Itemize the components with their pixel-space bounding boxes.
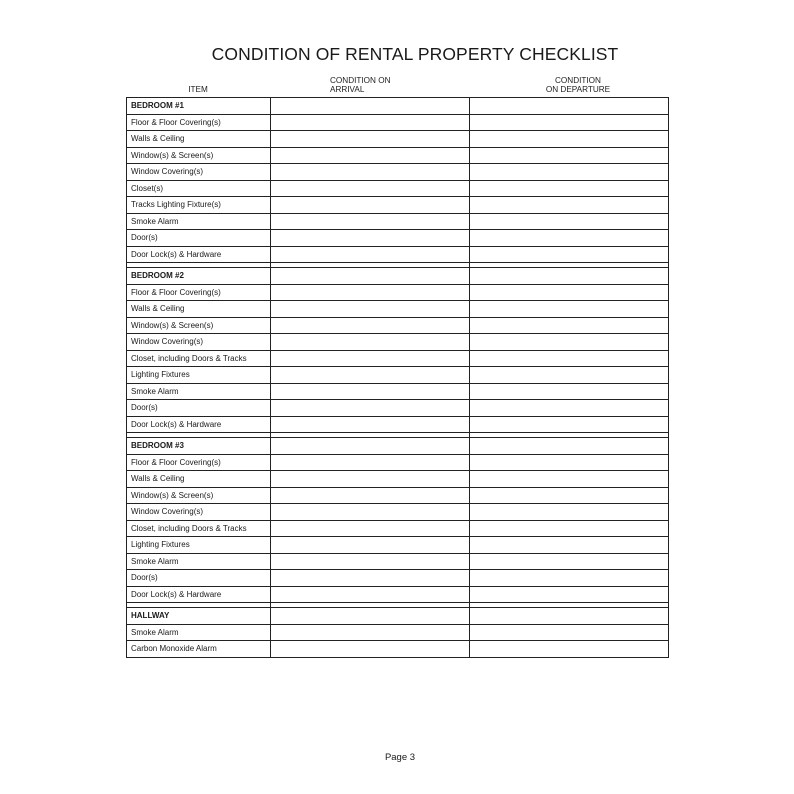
table-row (127, 553, 669, 570)
item-label: Smoke Alarm (127, 213, 271, 230)
table-row (127, 350, 669, 367)
departure-cell[interactable] (470, 284, 669, 301)
arrival-cell[interactable] (271, 586, 470, 603)
departure-cell[interactable] (470, 504, 669, 521)
arrival-cell[interactable] (271, 350, 470, 367)
column-header-departure-line2: ON DEPARTURE (545, 84, 611, 94)
column-header-departure (528, 77, 628, 94)
item-label: Closet, including Doors & Tracks (127, 520, 271, 537)
arrival-cell[interactable] (271, 487, 470, 504)
departure-cell[interactable] (470, 383, 669, 400)
item-label: Floor & Floor Covering(s) (127, 284, 271, 301)
item-label: Door(s) (127, 230, 271, 247)
arrival-cell[interactable] (271, 400, 470, 417)
departure-cell[interactable] (470, 416, 669, 433)
item-label: Floor & Floor Covering(s) (127, 454, 271, 471)
table-row (127, 284, 669, 301)
departure-cell[interactable] (470, 164, 669, 181)
departure-cell[interactable] (470, 608, 669, 625)
column-header-arrival-line1: CONDITION ON (330, 76, 391, 85)
departure-cell[interactable] (470, 641, 669, 658)
item-label: Window Covering(s) (127, 164, 271, 181)
departure-cell[interactable] (470, 537, 669, 554)
item-label: Lighting Fixtures (127, 367, 271, 384)
section-title: HALLWAY (127, 608, 271, 625)
arrival-cell[interactable] (271, 520, 470, 537)
departure-cell[interactable] (470, 520, 669, 537)
departure-cell[interactable] (470, 317, 669, 334)
arrival-cell[interactable] (271, 438, 470, 455)
table-row (127, 334, 669, 351)
item-label: Carbon Monoxide Alarm (127, 641, 271, 658)
arrival-cell[interactable] (271, 367, 470, 384)
arrival-cell[interactable] (271, 268, 470, 285)
table-row (127, 520, 669, 537)
arrival-cell[interactable] (271, 416, 470, 433)
arrival-cell[interactable] (271, 246, 470, 263)
arrival-cell[interactable] (271, 147, 470, 164)
arrival-cell[interactable] (271, 114, 470, 131)
table-row (127, 301, 669, 318)
departure-cell[interactable] (470, 197, 669, 214)
item-label: Walls & Ceiling (127, 471, 271, 488)
table-row (127, 383, 669, 400)
item-label: Door Lock(s) & Hardware (127, 586, 271, 603)
item-label: Door Lock(s) & Hardware (127, 246, 271, 263)
item-label: Window(s) & Screen(s) (127, 147, 271, 164)
arrival-cell[interactable] (271, 301, 470, 318)
departure-cell[interactable] (470, 246, 669, 263)
arrival-cell[interactable] (271, 383, 470, 400)
departure-cell[interactable] (470, 301, 669, 318)
table-row (127, 164, 669, 181)
item-label: Tracks Lighting Fixture(s) (127, 197, 271, 214)
table-row (127, 317, 669, 334)
arrival-cell[interactable] (271, 131, 470, 148)
arrival-cell[interactable] (271, 608, 470, 625)
section-row (127, 608, 669, 625)
arrival-cell[interactable] (271, 197, 470, 214)
table-row (127, 147, 669, 164)
item-label: Smoke Alarm (127, 383, 271, 400)
item-label: Walls & Ceiling (127, 131, 271, 148)
item-label: Window Covering(s) (127, 504, 271, 521)
departure-cell[interactable] (470, 114, 669, 131)
item-label: Door Lock(s) & Hardware (127, 416, 271, 433)
item-label: Smoke Alarm (127, 624, 271, 641)
departure-cell[interactable] (470, 230, 669, 247)
departure-cell[interactable] (470, 367, 669, 384)
table-row (127, 197, 669, 214)
table-row (127, 400, 669, 417)
departure-cell[interactable] (470, 438, 669, 455)
departure-cell[interactable] (470, 454, 669, 471)
departure-cell[interactable] (470, 487, 669, 504)
departure-cell[interactable] (470, 471, 669, 488)
departure-cell[interactable] (470, 553, 669, 570)
table-row (127, 246, 669, 263)
arrival-cell[interactable] (271, 284, 470, 301)
departure-cell[interactable] (470, 334, 669, 351)
departure-cell[interactable] (470, 570, 669, 587)
table-row (127, 367, 669, 384)
table-row (127, 641, 669, 658)
table-row (127, 471, 669, 488)
departure-cell[interactable] (470, 131, 669, 148)
table-row (127, 454, 669, 471)
departure-cell[interactable] (470, 400, 669, 417)
page-title: CONDITION OF RENTAL PROPERTY CHECKLIST (211, 44, 619, 64)
departure-cell[interactable] (470, 213, 669, 230)
departure-cell[interactable] (470, 98, 669, 115)
table-row (127, 570, 669, 587)
item-label: Smoke Alarm (127, 553, 271, 570)
departure-cell[interactable] (470, 624, 669, 641)
arrival-cell[interactable] (271, 504, 470, 521)
checklist-table (126, 97, 669, 658)
arrival-cell[interactable] (271, 98, 470, 115)
arrival-cell[interactable] (271, 570, 470, 587)
table-row (127, 114, 669, 131)
table-row (127, 586, 669, 603)
section-title: BEDROOM #3 (127, 438, 271, 455)
section-title: BEDROOM #1 (127, 98, 271, 115)
table-row (127, 487, 669, 504)
section-title: BEDROOM #2 (127, 268, 271, 285)
arrival-cell[interactable] (271, 164, 470, 181)
column-header-departure-line1: CONDITION (555, 76, 601, 85)
section-row (127, 268, 669, 285)
item-label: Closet, including Doors & Tracks (127, 350, 271, 367)
item-label: Door(s) (127, 400, 271, 417)
table-row (127, 624, 669, 641)
table-row (127, 131, 669, 148)
arrival-cell[interactable] (271, 471, 470, 488)
arrival-cell[interactable] (271, 334, 470, 351)
arrival-cell[interactable] (271, 180, 470, 197)
departure-cell[interactable] (470, 268, 669, 285)
item-label: Window(s) & Screen(s) (127, 487, 271, 504)
departure-cell[interactable] (470, 180, 669, 197)
table-row (127, 416, 669, 433)
item-label: Lighting Fixtures (127, 537, 271, 554)
section-row (127, 438, 669, 455)
departure-cell[interactable] (470, 350, 669, 367)
departure-cell[interactable] (470, 586, 669, 603)
column-header-arrival (330, 77, 410, 94)
table-row (127, 537, 669, 554)
table-row (127, 180, 669, 197)
column-header-arrival-line2: ARRIVAL (330, 84, 365, 94)
item-label: Window Covering(s) (127, 334, 271, 351)
table-row (127, 230, 669, 247)
column-header-item: ITEM (188, 85, 208, 94)
item-label: Window(s) & Screen(s) (127, 317, 271, 334)
section-row (127, 98, 669, 115)
arrival-cell[interactable] (271, 317, 470, 334)
arrival-cell[interactable] (271, 553, 470, 570)
item-label: Floor & Floor Covering(s) (127, 114, 271, 131)
arrival-cell[interactable] (271, 537, 470, 554)
arrival-cell[interactable] (271, 230, 470, 247)
arrival-cell[interactable] (271, 213, 470, 230)
arrival-cell[interactable] (271, 624, 470, 641)
arrival-cell[interactable] (271, 641, 470, 658)
table-row (127, 504, 669, 521)
item-label: Closet(s) (127, 180, 271, 197)
item-label: Walls & Ceiling (127, 301, 271, 318)
table-row (127, 213, 669, 230)
page-number: Page 3 (384, 752, 416, 763)
checklist-body (127, 98, 669, 658)
item-label: Door(s) (127, 570, 271, 587)
arrival-cell[interactable] (271, 454, 470, 471)
departure-cell[interactable] (470, 147, 669, 164)
